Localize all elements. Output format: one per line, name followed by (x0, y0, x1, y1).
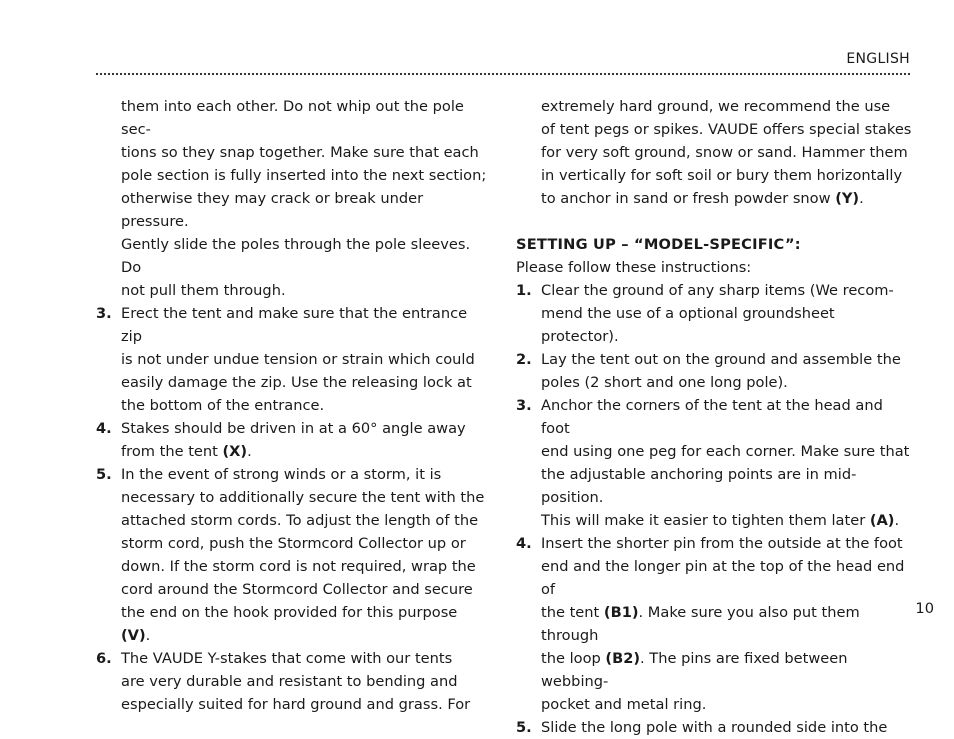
list-number: 5. (516, 719, 532, 736)
text-line (541, 187, 912, 210)
text-line: not pull them through. (121, 282, 286, 299)
list-item-3 (96, 302, 488, 417)
list-item-3 (516, 394, 912, 532)
figure-reference: (V) (121, 627, 146, 644)
text-fragment: . (894, 512, 900, 529)
list-item-4 (96, 417, 488, 463)
text-line (121, 440, 488, 463)
text-line: otherwise they may crack or break under pressure. (121, 190, 424, 230)
text-line: Gently slide the poles through the pole sleeves. Do (121, 236, 471, 276)
text-line: cord around the Stormcord Collector and secure (121, 581, 473, 598)
text-line (541, 601, 912, 647)
text-line: Stakes should be driven in at a 60° angle away (121, 420, 466, 437)
text-line: attached storm cords. To adjust the length of the (121, 512, 479, 529)
text-line: Anchor the corners of the tent at the head and foot (541, 397, 883, 437)
list-item-5 (96, 463, 488, 647)
list-item-1 (516, 279, 912, 348)
text-line: in vertically for soft soil or bury them horizontally (541, 167, 903, 184)
text-fragment: . (145, 627, 151, 644)
text-line: pocket and metal ring. (541, 696, 707, 713)
text-line: Slide the long pole with a rounded side into the (541, 719, 888, 736)
left-continuation (96, 95, 488, 302)
text-line: the adjustable anchoring points are in mid-position. (541, 466, 857, 506)
list-item-4 (516, 532, 912, 716)
text-fragment: to anchor in sand or fresh powder snow (541, 190, 836, 207)
text-fragment: This will make it easier to tighten them later (541, 512, 870, 529)
figure-reference: (A) (869, 512, 895, 529)
text-line: especially suited for hard ground and grass. For (121, 696, 471, 713)
text-line: easily damage the zip. Use the releasing lock at (121, 374, 472, 391)
text-line: are very durable and resistant to bending and (121, 673, 458, 690)
text-line: mend the use of a optional groundsheet protector). (541, 305, 835, 345)
left-column (96, 95, 488, 716)
list-number: 3. (516, 397, 532, 414)
list-item-6 (96, 647, 488, 716)
text-line: Insert the shorter pin from the outside at the foot (541, 535, 903, 552)
text-fragment: . (247, 443, 252, 460)
section-heading: SETTING UP – “MODEL-SPECIFIC”: (516, 236, 801, 253)
text-fragment: . Make sure you also put them through (541, 604, 860, 644)
figure-reference: (Y) (835, 190, 860, 207)
text-line: storm cord, push the Stormcord Collector up or (121, 535, 466, 552)
text-line: end using one peg for each corner. Make sure that (541, 443, 910, 460)
figure-reference: (X) (222, 443, 248, 460)
text-line: necessary to additionally secure the tent with the (121, 489, 485, 506)
text-line: poles (2 short and one long pole). (541, 374, 788, 391)
list-number: 4. (96, 420, 112, 437)
text-line: The VAUDE Y-stakes that come with our tents (121, 650, 453, 667)
text-line: Lay the tent out on the ground and assemble the (541, 351, 901, 368)
header-language: ENGLISH (846, 51, 910, 67)
text-line: them into each other. Do not whip out the pole sec- (121, 98, 464, 138)
list-item-2 (516, 348, 912, 394)
text-fragment: the loop (541, 650, 606, 667)
list-number: 3. (96, 305, 112, 322)
header-dotted-rule (96, 73, 910, 75)
text-line (541, 647, 912, 693)
list-item-5 (516, 716, 912, 739)
text-line: tions so they snap together. Make sure that each (121, 144, 479, 161)
figure-reference: (B2) (605, 650, 641, 667)
text-line: for very soft ground, snow or sand. Hammer them (541, 144, 908, 161)
text-line: is not under undue tension or strain which could (121, 351, 475, 368)
list-number: 6. (96, 650, 112, 667)
text-line: of tent pegs or spikes. VAUDE offers special stakes (541, 121, 912, 138)
spacer (516, 210, 912, 233)
list-number: 5. (96, 466, 112, 483)
section-intro: Please follow these instructions: (516, 259, 752, 276)
text-line: extremely hard ground, we recommend the use (541, 98, 891, 115)
list-number: 2. (516, 351, 532, 368)
text-line: Erect the tent and make sure that the entrance zip (121, 305, 468, 345)
text-fragment: from the tent (121, 443, 223, 460)
text-line (541, 509, 912, 532)
text-fragment: . The pins are fixed between webbing- (541, 650, 848, 690)
text-fragment: the end on the hook provided for this purpose (121, 604, 458, 621)
right-continuation (516, 95, 912, 210)
list-number: 4. (516, 535, 532, 552)
text-line: Clear the ground of any sharp items (We recom- (541, 282, 894, 299)
figure-reference: (B1) (603, 604, 639, 621)
list-number: 1. (516, 282, 532, 299)
text-fragment: . (859, 190, 864, 207)
right-column (516, 95, 912, 739)
text-line: down. If the storm cord is not required, wrap the (121, 558, 476, 575)
text-line: In the event of strong winds or a storm, it is (121, 466, 442, 483)
text-line (121, 601, 488, 647)
text-line: end and the longer pin at the top of the head end of (541, 558, 905, 598)
text-line: the bottom of the entrance. (121, 397, 325, 414)
text-line: pole section is fully inserted into the next section; (121, 167, 487, 184)
page-number: 10 (915, 600, 934, 617)
text-fragment: the tent (541, 604, 604, 621)
